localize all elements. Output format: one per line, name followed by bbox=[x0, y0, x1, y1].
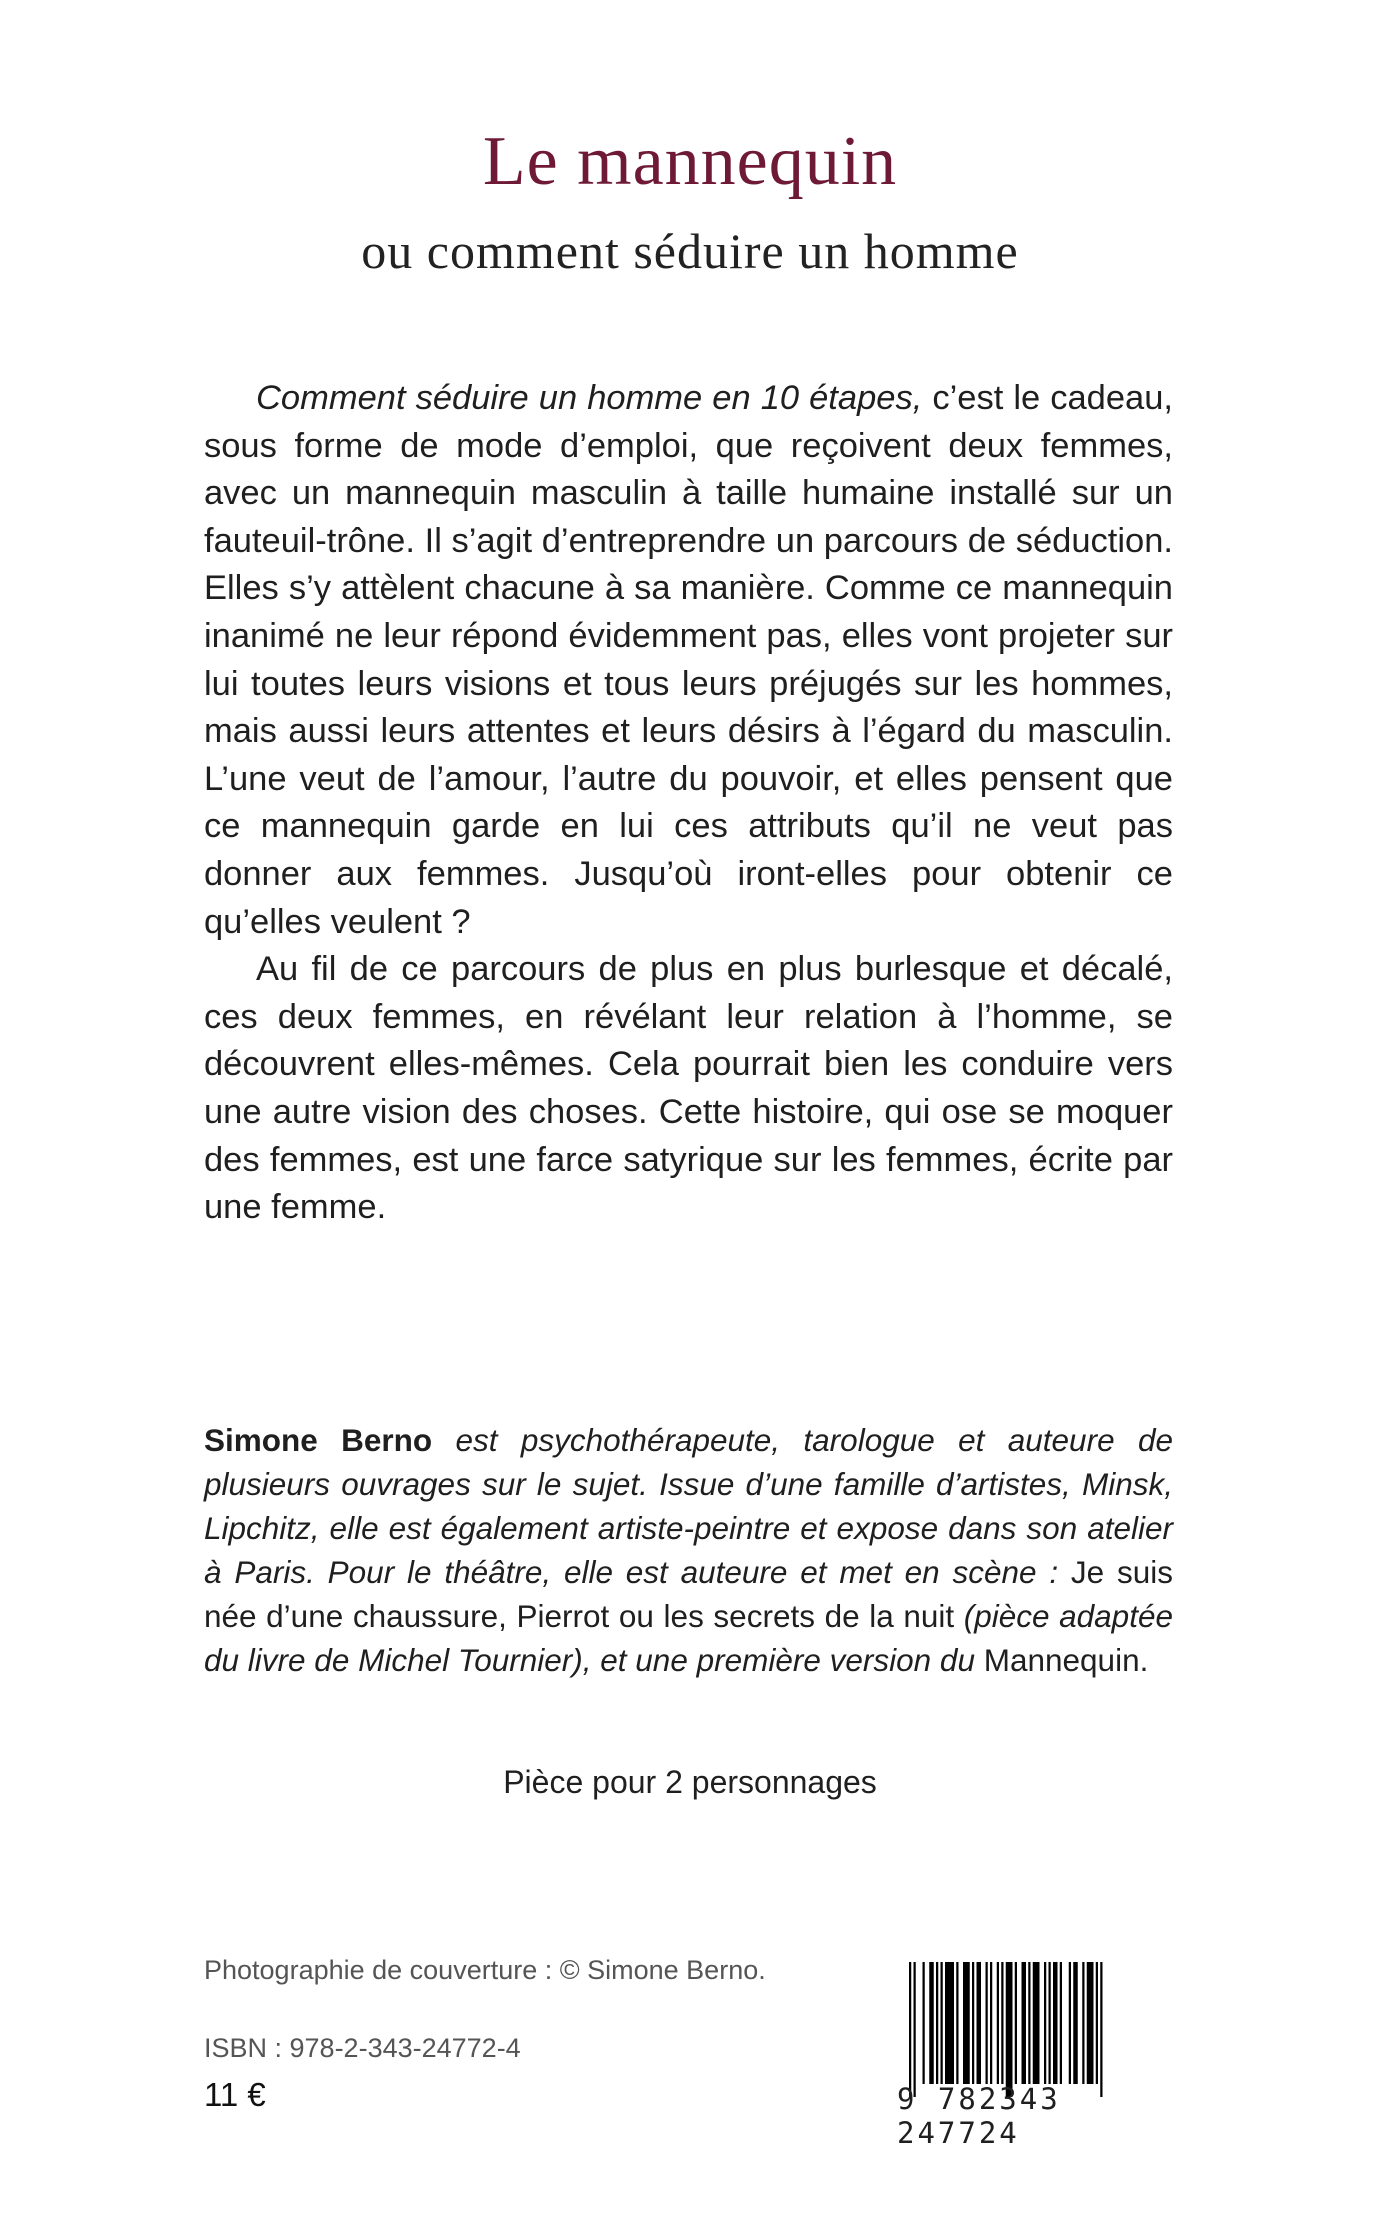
barcode-bar bbox=[1022, 1962, 1027, 2084]
barcode-bar bbox=[1006, 1962, 1013, 2097]
bio-text-1: est psychothérapeute, tarologue et auteure de plusieurs ouvrages sur le sujet. Issue d’une famille d’artistes, Minsk, Lipchitz, elle est également artiste-peintre et expose dans son atelier à Paris. Pour le théâtre, elle est auteure et met en scène : bbox=[204, 1422, 1173, 1590]
barcode-bar bbox=[1060, 1962, 1062, 2084]
barcode-bar bbox=[909, 1962, 911, 2097]
barcode-bar bbox=[1049, 1962, 1051, 2084]
summary-italic-lead: Comment séduire un homme en 10 étapes, bbox=[256, 379, 923, 417]
price: 11 € bbox=[204, 2076, 266, 2113]
book-title: Le mannequin bbox=[482, 123, 898, 200]
barcode-bar bbox=[945, 1962, 954, 2084]
barcode-bar bbox=[1033, 1962, 1040, 2084]
summary bbox=[204, 375, 1173, 1232]
barcode-bar bbox=[1069, 1962, 1071, 2084]
barcode-bar bbox=[1100, 1962, 1102, 2097]
barcode-bar bbox=[936, 1962, 938, 2084]
barcode-bar bbox=[1015, 1962, 1017, 2084]
barcode-number: 9 782343 247724 bbox=[897, 2082, 1061, 2150]
barcode-bar bbox=[1053, 1962, 1058, 2084]
author-bio bbox=[204, 1418, 1173, 1682]
barcode-bar bbox=[914, 1962, 916, 2097]
barcode-bar bbox=[1087, 1962, 1094, 2084]
barcode-bar bbox=[1073, 1962, 1078, 2084]
barcode-bar bbox=[929, 1962, 934, 2084]
barcode-bar bbox=[1082, 1962, 1084, 2084]
book-subtitle: ou comment séduire un homme bbox=[361, 223, 1019, 279]
barcode-bar bbox=[1001, 1962, 1003, 2084]
barcode-bar bbox=[997, 1962, 999, 2084]
barcode-bar bbox=[986, 1962, 988, 2084]
barcode-bar bbox=[941, 1962, 943, 2084]
barcode-bar bbox=[1044, 1962, 1046, 2084]
barcode-bar bbox=[990, 1962, 992, 2084]
summary-paragraph-2: Au fil de ce parcours de plus en plus burlesque et décalé, ces deux femmes, en révélant leur relation à l’homme, se découvrent elles-mêmes. Cela pourrait bien les conduire vers une autre vision des choses. Cette histoire, qui ose se moquer des femmes, est une farce satyrique sur les femmes, écrite par une femme. bbox=[204, 950, 1173, 1227]
barcode-bar bbox=[1096, 1962, 1098, 2084]
photo-credit: Photographie de couverture : © Simone Berno. bbox=[204, 1955, 766, 1985]
barcode-bars bbox=[905, 1962, 1175, 2097]
barcode-bar bbox=[1028, 1962, 1030, 2084]
summary-paragraph-1 bbox=[204, 375, 1173, 946]
author-name: Simone Berno bbox=[204, 1422, 433, 1458]
barcode-bar bbox=[972, 1962, 974, 2084]
bio-works: Je suis née d’une chaussure, Pierrot ou les secrets de la nuit bbox=[204, 1554, 1173, 1634]
isbn: ISBN : 978-2-343-24772-4 bbox=[204, 2033, 521, 2063]
bio-text-2: (pièce adaptée du livre de Michel Tournier), et une première version du bbox=[204, 1598, 1173, 1678]
barcode-bar bbox=[923, 1962, 925, 2084]
barcode bbox=[897, 1962, 1175, 2150]
barcode-bar bbox=[977, 1962, 982, 2084]
barcode-bar bbox=[963, 1962, 970, 2084]
summary-text: c’est le cadeau, sous forme de mode d’emploi, que reçoivent deux femmes, avec un mannequin masculin à taille humaine installé sur un fauteuil-trône. Il s’agit d’entreprendre un parcours de séduction. Elles s’y attèlent chacune à sa manière. Comme ce mannequin inanimé ne leur répond évidemment pas, elles vont projeter sur lui toutes leurs visions et tous leurs préjugés sur les hommes, mais aussi leurs attentes et leurs désirs à l’égard du masculin. L’une veut de l’amour, l’autre du pouvoir, et elles pensent que ce mannequin garde en lui ces attributs qu’il ne veut pas donner aux femmes. Jusqu’où iront-elles pour obtenir ce qu’elles veulent ? bbox=[204, 379, 1173, 941]
genre-note: Pièce pour 2 personnages bbox=[503, 1764, 877, 1800]
barcode-bar bbox=[956, 1962, 958, 2084]
bio-work-mannequin: Mannequin. bbox=[983, 1642, 1149, 1678]
